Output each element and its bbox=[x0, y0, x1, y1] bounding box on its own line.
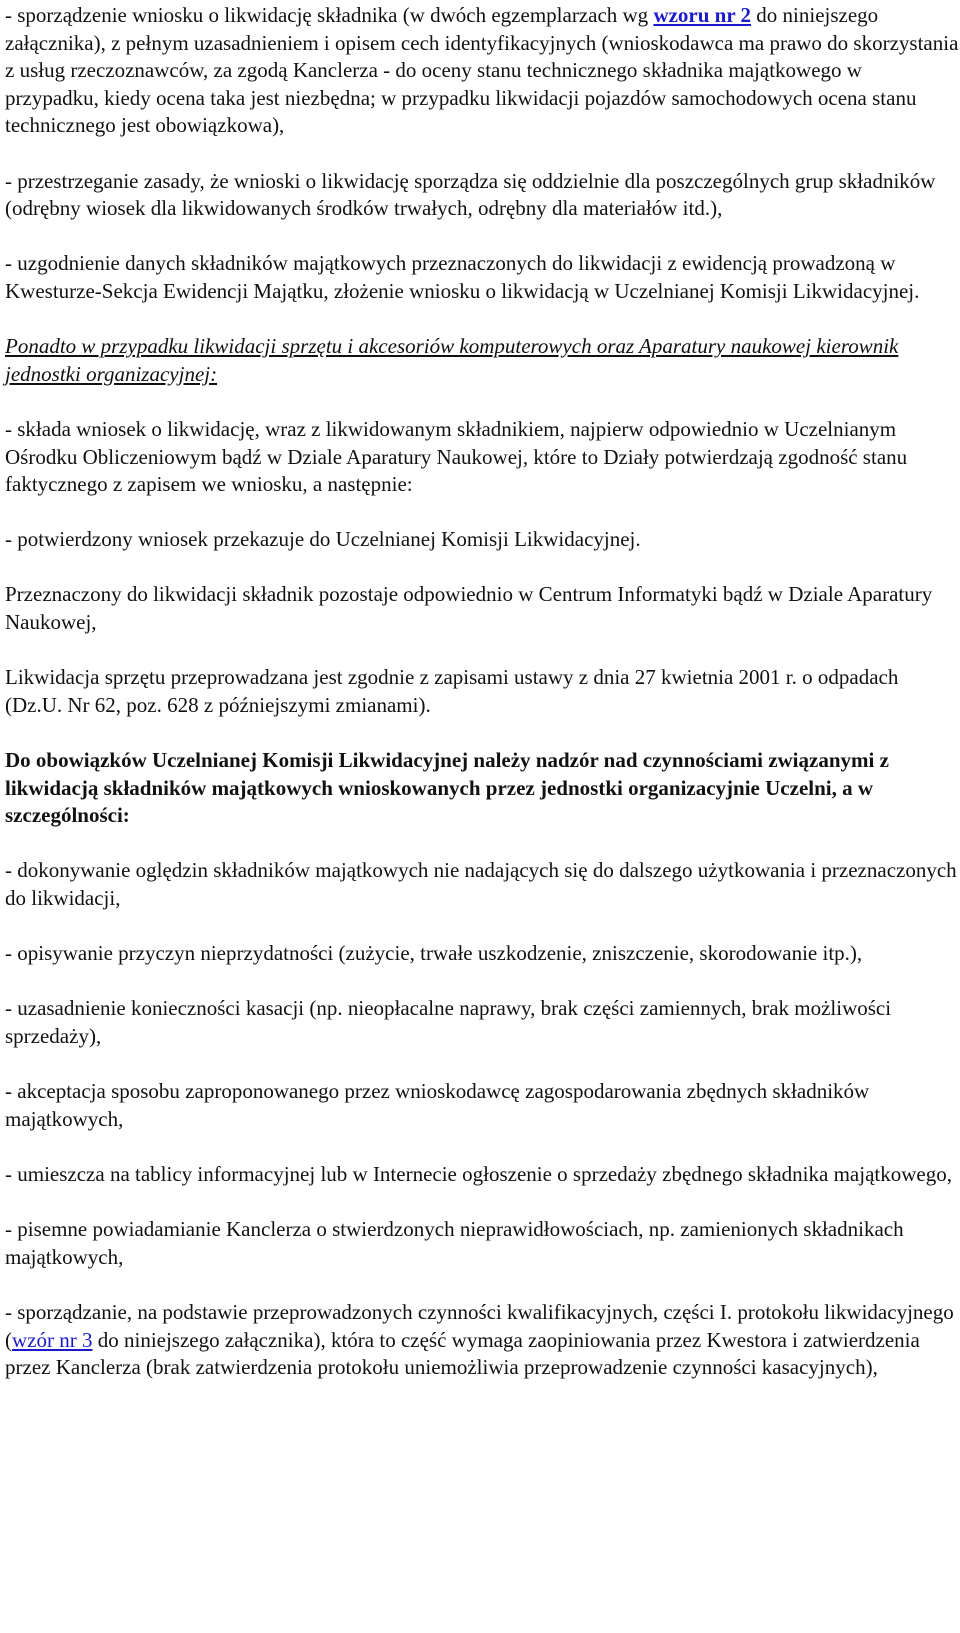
paragraph-zasada-wnioski: - przestrzeganie zasady, że wnioski o likwidację sporządza się oddzielnie dla poszczególnych grup składników (odrębny wiosek dla likwidowanych środków trwałych, odrębny dla materiałów itd.), bbox=[5, 168, 936, 221]
paragraph-opisywanie-przyczyn: - opisywanie przyczyn nieprzydatności (zużycie, trwałe uszkodzenie, zniszczenie, skorodowanie itp.), bbox=[5, 941, 863, 966]
paragraph-przeznaczony-skladnik: Przeznaczony do likwidacji składnik pozostaje odpowiednio w Centrum Informatyki bądź w Dziale Aparatury Naukowej, bbox=[5, 582, 933, 635]
paragraph-likwidacja-sprzetu: Likwidacja sprzętu przeprowadzana jest zgodnie z zapisami ustawy z dnia 27 kwietnia 2001 r. o odpadach (Dz.U. Nr 62, poz. 628 z późniejszymi zmianami). bbox=[5, 665, 899, 717]
wzor-nr-3-link[interactable]: wzór nr 3 bbox=[12, 1327, 93, 1352]
paragraph-ogledziny: - dokonywanie oględzin składników majątkowych nie nadających się do dalszego użytkowania i przeznaczonych do likwidacji, bbox=[5, 858, 957, 910]
paragraph-sklada-wniosek: - składa wniosek o likwidację, wraz z likwidowanym składnikiem, najpierw odpowiednio w Uczelnianym Ośrodku Obliczeniowym bądź w Dziale Aparatury Naukowej, które to Działy potwierdzają zgodność stanu faktycznego z zapisem we wniosku, a następnie: bbox=[5, 416, 908, 497]
paragraph-uzasadnienie-kasacji: - uzasadnienie konieczności kasacji (np. nieopłacalne naprawy, brak części zamiennych, brak możliwości sprzedaży), bbox=[5, 996, 892, 1048]
wzor-nr-2-link[interactable]: wzoru nr 2 bbox=[653, 3, 752, 27]
paragraph-text: do niniejszego załącznika), z pełnym uzasadnieniem i opisem cech identyfikacyjnych (wnioskodawca ma prawo do skorzystania z usług rzeczoznawców, za zgodą Kanclerza - do oceny stanu technicznego składnika majątkowego w przypadku, kiedy ocena taka jest niezbędna; w przypadku likwidacji pojazdów samochodowych ocena stanu technicznego jest obowiązkowa), bbox=[5, 3, 959, 138]
paragraph-protokol-likwidacyjny bbox=[5, 1299, 960, 1382]
paragraph-obowiazki-heading: Do obowiązków Uczelnianej Komisji Likwidacyjnej należy nadzór nad czynnościami związanymi z likwidacją składników majątkowych wnioskowanych przez jednostki organizacyjnie Uczelni, a w szczególności: bbox=[5, 748, 889, 828]
paragraph-powiadamianie-kanclerza: - pisemne powiadamianie Kanclerza o stwierdzonych nieprawidłowościach, np. zamienionych składnikach majątkowych, bbox=[5, 1217, 904, 1269]
paragraph-wniosek-likwidacja bbox=[5, 2, 960, 140]
paragraph-akceptacja-sposobu: - akceptacja sposobu zaproponowanego przez wnioskodawcę zagospodarowania zbędnych składników majątkowych, bbox=[5, 1079, 870, 1131]
document-page bbox=[5, 0, 960, 1409]
paragraph-text: - sporządzanie, na podstawie przeprowadzonych czynności kwalifikacyjnych, części I. protokołu likwidacyjnego ( bbox=[5, 1299, 954, 1352]
paragraph-uzgodnienie: - uzgodnienie danych składników majątkowych przeznaczonych do likwidacji z ewidencją prowadzoną w Kwesturze-Sekcja Ewidencji Majątku, złożenie wniosku o likwidacją w Uczelnianej Komisji Likwidacyjnej. bbox=[5, 251, 920, 303]
paragraph-text: do niniejszego załącznika), która to część wymaga zaopiniowania przez Kwestora i zatwierdzenia przez Kanclerza (brak zatwierdzenia protokołu uniemożliwia przeprowadzenie czynności kasacyjnych), bbox=[5, 1327, 920, 1380]
paragraph-ponadto-heading: Ponadto w przypadku likwidacji sprzętu i akcesoriów komputerowych oraz Aparatury naukowej kierownik jednostki organizacyjnej: bbox=[5, 334, 899, 386]
paragraph-potwierdzony-wniosek: - potwierdzony wniosek przekazuje do Uczelnianej Komisji Likwidacyjnej. bbox=[5, 527, 641, 552]
paragraph-text: - sporządzenie wniosku o likwidację składnika (w dwóch egzemplarzach wg bbox=[5, 3, 654, 27]
paragraph-ogloszenie-sprzedazy: - umieszcza na tablicy informacyjnej lub w Internecie ogłoszenie o sprzedaży zbędnego składnika majątkowego, bbox=[5, 1161, 952, 1186]
